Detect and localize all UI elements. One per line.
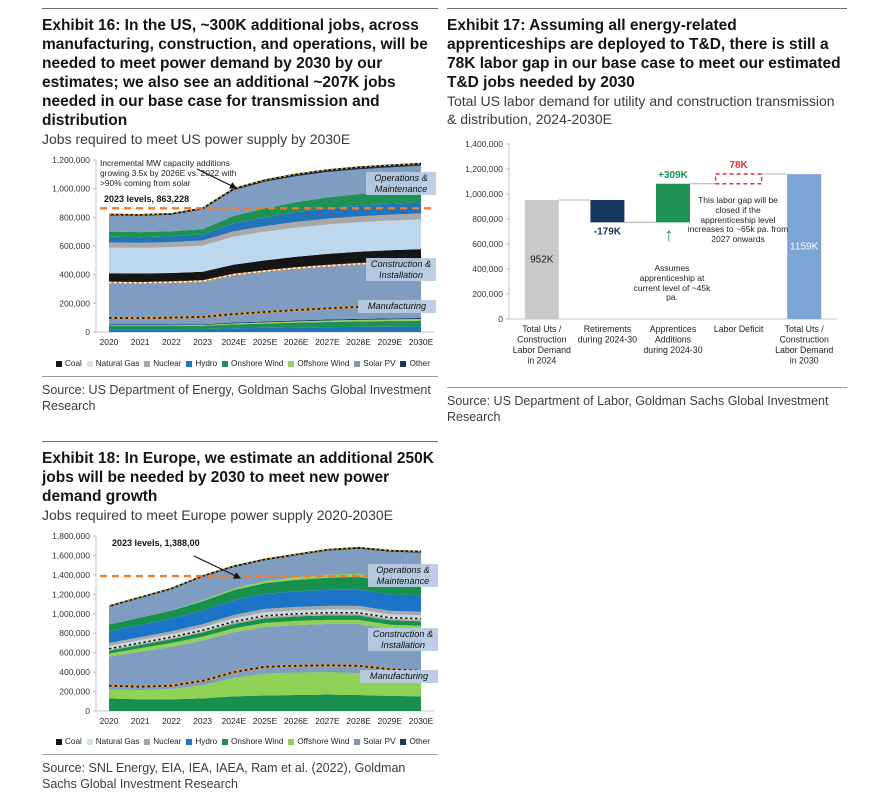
svg-text:400,000: 400,000	[472, 264, 503, 274]
exhibit-17-source: Source: US Department of Labor, Goldman Sachs Global Investment Research	[447, 394, 829, 424]
svg-text:400,000: 400,000	[59, 269, 90, 280]
exhibit-17	[447, 8, 847, 425]
svg-text:2020: 2020	[99, 716, 119, 726]
svg-text:Construction: Construction	[517, 334, 567, 345]
svg-text:2023: 2023	[193, 337, 213, 347]
svg-text:200,000: 200,000	[59, 686, 90, 697]
legend-item-nuclear: Nuclear	[144, 737, 181, 746]
exhibit-18-subtitle: Jobs required to meet Europe power supply 2020-2030E	[42, 507, 393, 523]
legend-item-hydro: Hydro	[186, 737, 217, 746]
svg-text:2028E: 2028E	[346, 337, 371, 347]
legend-swatch	[144, 739, 150, 745]
svg-text:1,000,000: 1,000,000	[52, 608, 90, 619]
exhibit-17-top-rule	[447, 8, 847, 9]
svg-text:0: 0	[498, 314, 503, 324]
svg-text:2025E: 2025E	[252, 716, 278, 726]
svg-text:2028E: 2028E	[346, 716, 371, 726]
legend-swatch	[87, 361, 93, 367]
svg-text:during 2024-30: during 2024-30	[643, 345, 703, 355]
exhibit-16-source: Source: US Department of Energy, Goldman Sachs Global Investment Research	[42, 383, 431, 413]
svg-text:2025E: 2025E	[252, 337, 278, 347]
up-arrow-icon: ↑	[664, 225, 674, 246]
svg-text:2027E: 2027E	[315, 716, 340, 726]
ref-2023-label: 2023 levels, 1,388,00	[112, 538, 200, 548]
legend	[42, 357, 438, 368]
svg-text:2030E: 2030E	[408, 716, 434, 726]
legend-swatch	[354, 739, 360, 745]
svg-text:1159K: 1159K	[790, 241, 819, 253]
exhibit-16-title: Exhibit 16: In the US, ~300K additional jobs, across manufacturing, construction, and operations, will be needed to meet power demand by 2030 by our estimates; we also see an additional ~207K jobs needed in our base case for transmission and distribution	[42, 17, 428, 129]
svg-text:in 2024: in 2024	[527, 355, 557, 366]
legend-item-other: Other	[400, 359, 429, 368]
exhibit-16-subtitle: Jobs required to meet US power supply by 2030E	[42, 131, 351, 147]
svg-text:2030E: 2030E	[408, 337, 434, 347]
svg-text:2029E: 2029E	[377, 337, 403, 347]
svg-text:2029E: 2029E	[377, 716, 403, 726]
svg-text:2021: 2021	[130, 337, 150, 347]
svg-text:2023: 2023	[193, 716, 213, 726]
exhibit-18-title: Exhibit 18: In Europe, we estimate an additional 250K jobs will be needed by 2030 to meet new power demand growth	[42, 450, 434, 505]
annotation-arrow-icon	[190, 552, 250, 586]
svg-text:0: 0	[85, 706, 90, 716]
legend-swatch	[56, 361, 62, 367]
annotation-arrow-icon	[194, 166, 244, 194]
legend-item-hydro: Hydro	[186, 359, 217, 368]
legend-swatch	[400, 361, 406, 367]
svg-text:Additions: Additions	[654, 334, 692, 345]
svg-text:1,400,000: 1,400,000	[52, 569, 90, 580]
svg-text:200,000: 200,000	[59, 298, 90, 309]
legend-item-coal: Coal	[56, 359, 82, 368]
exhibit-17-source-rule	[447, 387, 847, 388]
exhibit-18-source-rule	[42, 754, 438, 755]
svg-text:2027E: 2027E	[315, 337, 340, 347]
svg-text:2024E: 2024E	[221, 337, 247, 347]
svg-text:2026E: 2026E	[283, 337, 309, 347]
svg-text:2021: 2021	[130, 716, 150, 726]
legend-swatch	[186, 361, 192, 367]
legend-swatch	[56, 739, 62, 745]
apprenticeship-note: Assumes apprenticeship at current level of ~45k pa.	[633, 263, 711, 303]
legend-swatch	[288, 361, 294, 367]
svg-text:2022: 2022	[161, 337, 181, 347]
legend-item-natural-gas: Natural Gas	[87, 359, 140, 368]
legend-swatch	[87, 739, 93, 745]
section-label-operations-maintenance: Operations & Maintenance	[366, 172, 436, 195]
legend-item-coal: Coal	[56, 737, 82, 746]
section-label-construction-installation: Construction & Installation	[366, 258, 436, 281]
svg-text:600,000: 600,000	[59, 647, 90, 658]
exhibit-16	[42, 8, 438, 414]
exhibit-16-chart	[42, 154, 438, 368]
section-label-construction-installation: Construction & Installation	[368, 628, 438, 651]
svg-text:Total Uts /: Total Uts /	[522, 324, 562, 334]
legend-swatch	[222, 739, 228, 745]
legend-item-solar-pv: Solar PV	[354, 359, 395, 368]
svg-text:Labor Demand: Labor Demand	[512, 345, 571, 355]
labor-gap-note: This labor gap will be closed if the apprenticeship level increases to ~65k pa. from 2027 onwards	[687, 195, 789, 245]
svg-text:200,000: 200,000	[472, 289, 503, 299]
svg-text:1,000,000: 1,000,000	[465, 189, 503, 199]
legend-item-offshore-wind: Offshore Wind	[288, 359, 349, 368]
svg-text:Total Uts /: Total Uts /	[784, 324, 824, 334]
svg-text:2022: 2022	[161, 716, 181, 726]
svg-text:Construction: Construction	[779, 334, 829, 345]
svg-text:400,000: 400,000	[59, 667, 90, 678]
exhibit-17-chart	[447, 134, 847, 379]
legend-swatch	[186, 739, 192, 745]
labor-waterfall-chart	[447, 134, 847, 374]
svg-text:Labor Deficit: Labor Deficit	[713, 324, 764, 334]
svg-text:1,400,000: 1,400,000	[465, 139, 503, 149]
svg-text:-179K: -179K	[593, 226, 622, 238]
legend-swatch	[400, 739, 406, 745]
svg-text:2020: 2020	[99, 337, 119, 347]
legend-item-solar-pv: Solar PV	[354, 737, 395, 746]
section-label-operations-maintenance: Operations & Maintenance	[368, 564, 438, 587]
svg-text:1,800,000: 1,800,000	[52, 531, 90, 541]
svg-text:600,000: 600,000	[59, 241, 90, 251]
exhibit-grid	[42, 8, 847, 808]
svg-text:1,200,000: 1,200,000	[52, 155, 90, 165]
ref-2023-label: 2023 levels, 863,228	[104, 194, 190, 204]
exhibit-18-chart	[42, 530, 438, 746]
exhibit-17-title: Exhibit 17: Assuming all energy-related apprenticeships are deployed to T&D, there is still a 78K labor gap in our base case to meet our estimated T&D jobs needed by 2030	[447, 17, 841, 91]
exhibit-18	[42, 441, 438, 792]
svg-text:78K: 78K	[729, 160, 748, 171]
legend	[42, 735, 438, 746]
svg-text:+309K: +309K	[658, 169, 688, 181]
svg-text:Labor Demand: Labor Demand	[775, 345, 834, 355]
exhibit-16-source-rule	[42, 376, 438, 377]
section-label-manufacturing: Manufacturing	[360, 670, 438, 683]
exhibit-18-source: Source: SNL Energy, EIA, IEA, IAEA, Ram et al. (2022), Goldman Sachs Global Investment Research	[42, 761, 406, 791]
legend-item-other: Other	[400, 737, 429, 746]
capacity-note: Incremental MW capacity additions growing 3.5x by 2026E vs. 2022 with >90% coming from solar	[100, 158, 237, 188]
svg-text:1,000,000: 1,000,000	[52, 183, 90, 194]
legend-swatch	[288, 739, 294, 745]
legend-item-onshore-wind: Onshore Wind	[222, 737, 283, 746]
svg-text:800,000: 800,000	[59, 628, 90, 639]
legend-swatch	[144, 361, 150, 367]
svg-text:0: 0	[85, 327, 90, 337]
svg-text:1,600,000: 1,600,000	[52, 550, 90, 561]
legend-item-nuclear: Nuclear	[144, 359, 181, 368]
legend-item-onshore-wind: Onshore Wind	[222, 359, 283, 368]
svg-text:800,000: 800,000	[472, 214, 503, 224]
svg-text:during 2024-30: during 2024-30	[577, 334, 637, 345]
svg-text:in 2030: in 2030	[789, 355, 819, 366]
exhibit-17-subtitle: Total US labor demand for utility and construction transmission & distribution, 2024-2030E	[447, 93, 835, 127]
section-label-manufacturing: Manufacturing	[358, 300, 436, 313]
legend-swatch	[222, 361, 228, 367]
legend-item-natural-gas: Natural Gas	[87, 737, 140, 746]
svg-text:2026E: 2026E	[283, 716, 309, 726]
legend-swatch	[354, 361, 360, 367]
svg-text:2024E: 2024E	[221, 716, 247, 726]
svg-text:600,000: 600,000	[472, 239, 503, 249]
exhibit-18-top-rule	[42, 441, 438, 442]
svg-text:800,000: 800,000	[59, 212, 90, 223]
svg-text:952K: 952K	[530, 254, 554, 266]
svg-text:1,200,000: 1,200,000	[465, 164, 503, 174]
svg-text:1,200,000: 1,200,000	[52, 589, 90, 600]
svg-text:Retirements: Retirements	[583, 324, 632, 334]
legend-item-offshore-wind: Offshore Wind	[288, 737, 349, 746]
svg-text:Apprentices: Apprentices	[649, 324, 697, 334]
exhibit-16-top-rule	[42, 8, 438, 9]
